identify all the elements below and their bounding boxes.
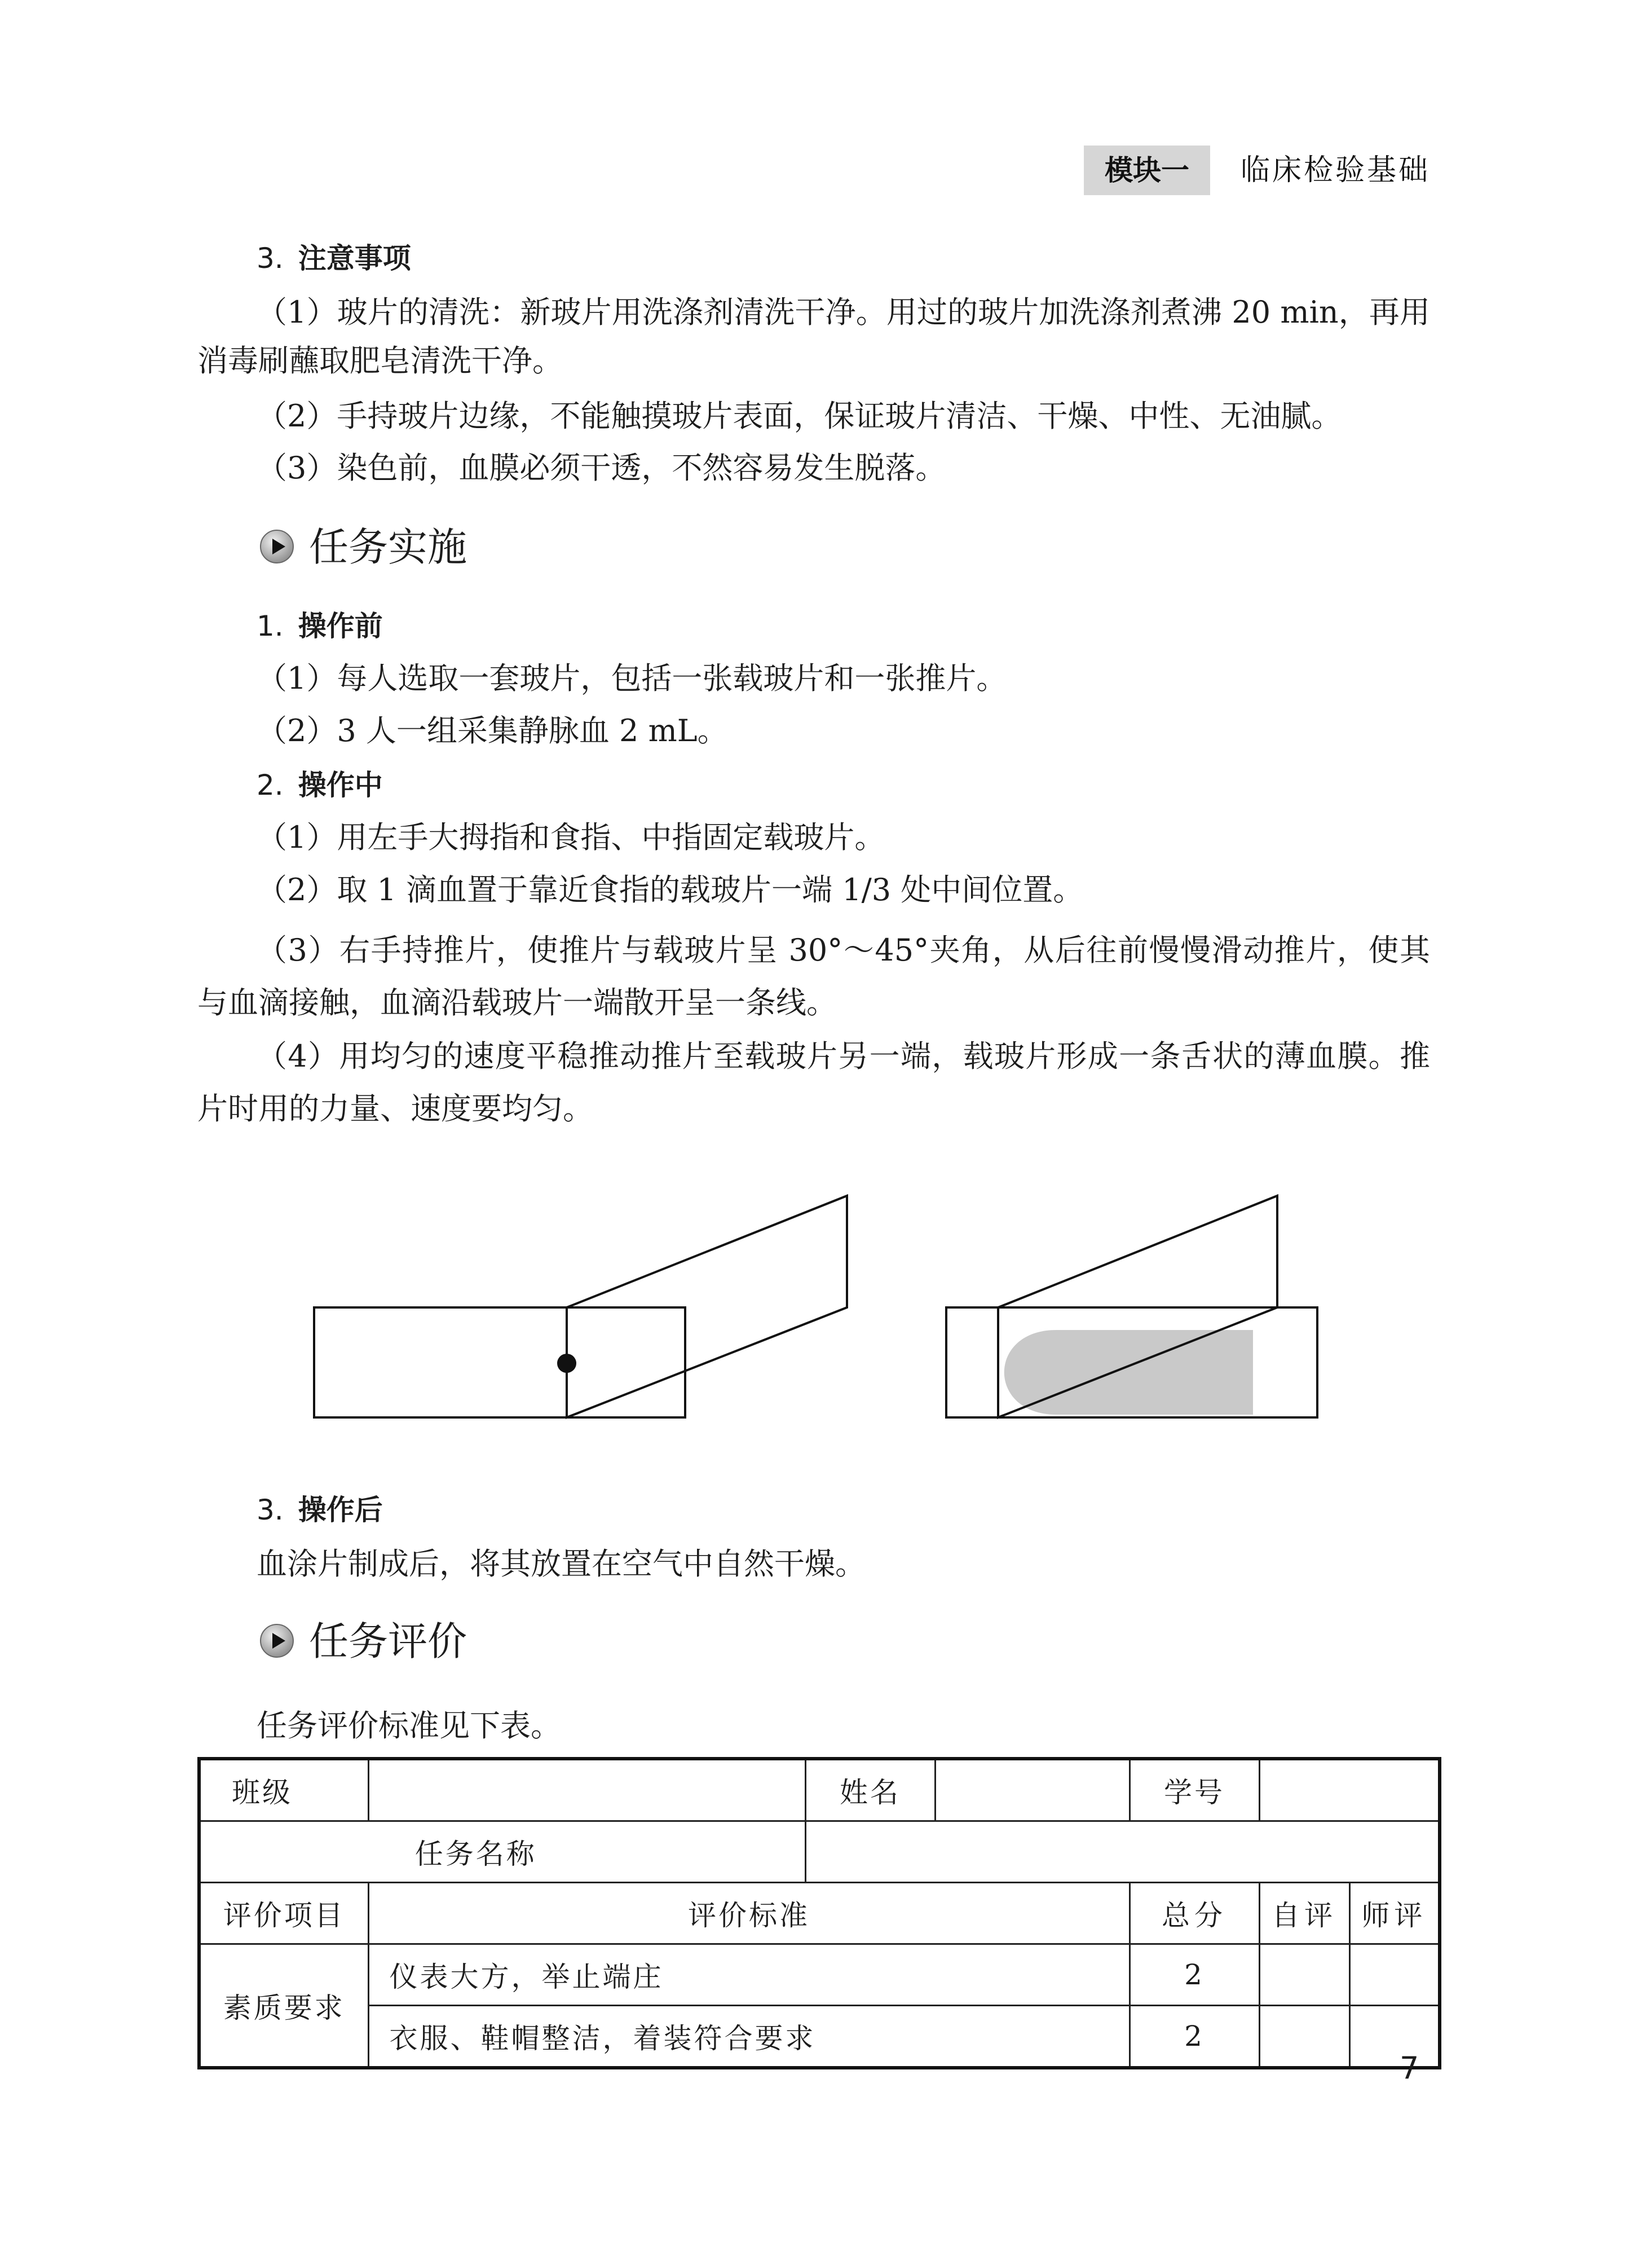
name-value-cell[interactable]: [935, 1759, 1130, 1821]
blood-drop: [557, 1354, 576, 1373]
teacher-score-cell[interactable]: [1349, 1944, 1440, 2006]
slide-rect-start: [314, 1307, 685, 1417]
score-cell: 2: [1130, 2006, 1259, 2068]
criteria-cell: 仪表大方，举止端庄: [368, 1944, 1130, 2006]
smear-step-end-figure: [946, 1196, 1317, 1417]
task-name-value-cell[interactable]: [805, 1821, 1440, 1883]
class-label: 班级: [199, 1759, 368, 1821]
teacher-score-cell[interactable]: [1349, 2006, 1440, 2068]
after-heading: [257, 1487, 383, 1532]
notes-item-1-line2: 消毒刷蘸取肥皂清洗干净。: [197, 343, 563, 378]
during-heading-text: 操作中: [298, 769, 383, 801]
notes-item-1-line1: （1）玻片的清洗：新玻片用洗涤剂清洗干净。用过的玻片加洗涤剂煮沸 20 min，再用: [257, 294, 1430, 330]
after-heading-text: 操作后: [298, 1494, 383, 1526]
header-total: 总分: [1130, 1883, 1259, 1944]
during-item-4-line1: （4）用均匀的速度平稳推动推片至载玻片另一端，载玻片形成一条舌状的薄血膜。推: [257, 1038, 1430, 1074]
header-teacher: 师评: [1349, 1883, 1440, 1944]
notes-heading-text: 注意事项: [298, 242, 411, 275]
header-self: 自评: [1259, 1883, 1349, 1944]
table-row-info: [199, 1759, 1440, 1821]
module-label: 模块一: [1084, 146, 1210, 195]
self-score-cell[interactable]: [1259, 1944, 1349, 2006]
play-circle-icon: [259, 1623, 294, 1658]
table-row-headers: [199, 1883, 1440, 1944]
before-item-1: （1）每人选取一套玻片，包括一张载玻片和一张推片。: [257, 660, 1007, 696]
during-item-1: （1）用左手大拇指和食指、中指固定载玻片。: [257, 820, 885, 855]
section-task-implementation-title: 任务实施: [309, 524, 467, 570]
student-id-label: 学号: [1130, 1759, 1259, 1821]
score-cell: 2: [1130, 1944, 1259, 2006]
table-row: [199, 1944, 1440, 2006]
header-criteria: 评价标准: [368, 1883, 1130, 1944]
after-heading-num: 3.: [257, 1494, 284, 1526]
evaluation-table: [197, 1757, 1441, 2069]
module-title: 临床检验基础: [1241, 153, 1431, 187]
before-item-2: （2）3 人一组采集静脉血 2 mL。: [257, 713, 728, 748]
blood-film: [1004, 1330, 1253, 1415]
student-id-value-cell[interactable]: [1259, 1759, 1440, 1821]
during-item-4-line2: 片时用的力量、速度要均匀。: [197, 1091, 593, 1126]
section-task-evaluation: [259, 1616, 467, 1667]
table-row: [199, 2006, 1440, 2068]
name-label: 姓名: [805, 1759, 935, 1821]
table-row-task-name: [199, 1821, 1440, 1883]
after-text: 血涂片制成后，将其放置在空气中自然干燥。: [257, 1546, 866, 1582]
header-eval-item: 评价项目: [199, 1883, 368, 1944]
smear-step-start-figure: [314, 1196, 847, 1417]
notes-item-3: （3）染色前，血膜必须干透，不然容易发生脱落。: [257, 450, 946, 486]
during-heading-num: 2.: [257, 769, 284, 801]
class-value-cell[interactable]: [368, 1759, 805, 1821]
eval-intro: 任务评价标准见下表。: [257, 1708, 561, 1743]
during-item-3-line2: 与血滴接触，血滴沿载玻片一端散开呈一条线。: [197, 985, 837, 1020]
criteria-cell: 衣服、鞋帽整洁，着装符合要求: [368, 2006, 1130, 2068]
notes-item-2: （2）手持玻片边缘，不能触摸玻片表面，保证玻片清洁、干燥、中性、无油腻。: [257, 398, 1342, 434]
self-score-cell[interactable]: [1259, 2006, 1349, 2068]
notes-heading-num: 3.: [257, 242, 284, 275]
section-task-evaluation-title: 任务评价: [309, 1618, 467, 1664]
page-number: 7: [1400, 2050, 1419, 2086]
before-heading-text: 操作前: [298, 610, 383, 642]
before-heading-num: 1.: [257, 610, 284, 642]
during-item-2: （2）取 1 滴血置于靠近食指的载玻片一端 1/3 处中间位置。: [257, 872, 1084, 908]
task-name-label: 任务名称: [199, 1821, 805, 1883]
during-item-3-line1: （3）右手持推片，使推片与载玻片呈 30°～45°夹角，从后往前慢慢滑动推片，使其: [257, 932, 1430, 968]
group-quality: 素质要求: [199, 1944, 368, 2068]
